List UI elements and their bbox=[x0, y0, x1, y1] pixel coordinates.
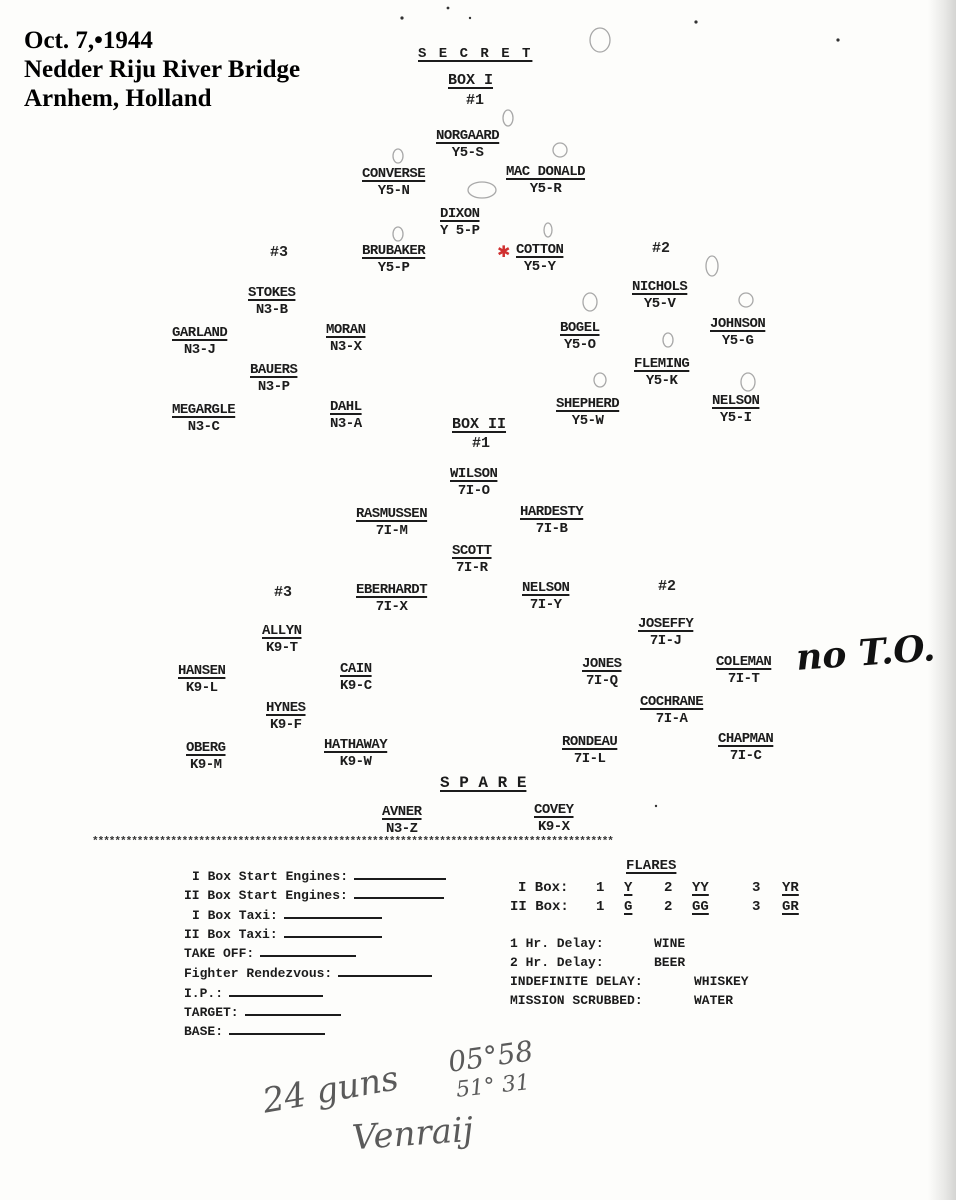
pilot-name: MORAN bbox=[326, 322, 366, 338]
box2-flight3-label: #3 bbox=[274, 584, 293, 601]
aircraft-code: Y 5-P bbox=[440, 223, 480, 239]
aircraft-code: K9-T bbox=[265, 640, 298, 656]
handwritten-coordinate-note: 51° 31 bbox=[454, 1070, 532, 1103]
pencil-circle-mark bbox=[741, 373, 755, 391]
pilot-name: COTTON bbox=[516, 242, 564, 258]
flare-number: 2 bbox=[664, 880, 673, 896]
aircraft-code: 7I-Q bbox=[585, 673, 618, 689]
pilot-name: RASMUSSEN bbox=[356, 506, 428, 522]
aircraft-code: Y5-R bbox=[529, 181, 562, 197]
pencil-circle-mark bbox=[393, 227, 403, 241]
pencil-circle-mark bbox=[590, 28, 610, 52]
flare-code: GR bbox=[782, 899, 799, 915]
handwritten-guns-note: 24 guns bbox=[259, 1058, 402, 1122]
flare-code: YY bbox=[692, 880, 709, 896]
mission-scrubbed-value: WATER bbox=[694, 993, 734, 1008]
box2-flight2-label: #2 bbox=[658, 578, 677, 595]
pencil-circle-mark bbox=[503, 110, 513, 126]
delay1-value: WINE bbox=[654, 936, 686, 951]
aircraft-code: K9-X bbox=[537, 819, 570, 835]
aircraft-code: N3-P bbox=[257, 379, 290, 395]
form-label: II Box Taxi: bbox=[184, 927, 278, 942]
pilot-name: HARDESTY bbox=[520, 504, 584, 520]
pilot-name: CHAPMAN bbox=[718, 731, 774, 747]
aircraft-code: 7I-M bbox=[375, 523, 408, 539]
flares-row1-label: I Box: bbox=[518, 880, 569, 896]
pilot-name: STOKES bbox=[248, 285, 296, 301]
red-asterisk-icon: ✱ bbox=[497, 242, 511, 261]
box1-title: BOX I bbox=[448, 72, 494, 89]
pilot-name: FLEMING bbox=[634, 356, 690, 372]
pilot-name: CONVERSE bbox=[362, 166, 426, 182]
aircraft-code: Y5-W bbox=[571, 413, 604, 429]
pencil-circle-mark bbox=[468, 182, 496, 198]
handwritten-place-note: Venraij bbox=[350, 1109, 475, 1159]
aircraft-code: 7I-T bbox=[727, 671, 760, 687]
pencil-circle-mark bbox=[739, 293, 753, 307]
pilot-name: BRUBAKER bbox=[362, 243, 426, 259]
aircraft-code: K9-M bbox=[189, 757, 222, 773]
pilot-name: GARLAND bbox=[172, 325, 228, 341]
pencil-circle-mark bbox=[594, 373, 606, 387]
pilot-name: DIXON bbox=[440, 206, 480, 222]
pilot-name: HANSEN bbox=[178, 663, 226, 679]
aircraft-code: K9-L bbox=[185, 680, 218, 696]
flare-number: 1 bbox=[596, 880, 605, 896]
pilot-name: AVNER bbox=[382, 804, 422, 820]
form-label: I.P.: bbox=[184, 986, 224, 1001]
aircraft-code: 7I-A bbox=[655, 711, 688, 727]
form-label: I Box Start Engines: bbox=[192, 869, 349, 884]
pilot-name: BOGEL bbox=[560, 320, 600, 336]
flare-number: 3 bbox=[752, 899, 761, 915]
speck bbox=[655, 805, 657, 807]
aircraft-code: N3-X bbox=[329, 339, 362, 355]
pencil-circle-mark bbox=[393, 149, 403, 163]
pilot-name: NELSON bbox=[712, 393, 760, 409]
pilot-name: JOHNSON bbox=[710, 316, 766, 332]
box1-flight2-label: #2 bbox=[652, 240, 671, 257]
pilot-name: RONDEAU bbox=[562, 734, 618, 750]
pencil-circle-mark bbox=[544, 223, 552, 237]
box2-title: BOX II bbox=[452, 416, 507, 433]
pilot-name: CAIN bbox=[340, 661, 372, 677]
flare-code: GG bbox=[692, 899, 709, 915]
header-date: Oct. 7,•1944 bbox=[24, 27, 153, 54]
aircraft-code: 7I-J bbox=[649, 633, 682, 649]
aircraft-code: N3-J bbox=[183, 342, 216, 358]
pilot-name: SCOTT bbox=[452, 543, 492, 559]
asterisk-separator: ********************************************************************************************* bbox=[92, 836, 613, 848]
flare-number: 3 bbox=[752, 880, 761, 896]
pilot-name: JOSEFFY bbox=[638, 616, 694, 632]
flares-title: FLARES bbox=[626, 858, 677, 874]
aircraft-code: N3-C bbox=[187, 419, 220, 435]
aircraft-code: Y5-O bbox=[563, 337, 596, 353]
aircraft-code: Y5-P bbox=[377, 260, 410, 276]
pilot-name: BAUERS bbox=[250, 362, 298, 378]
aircraft-code: Y5-S bbox=[451, 145, 484, 161]
pilot-name: HYNES bbox=[266, 700, 306, 716]
header-target: Nedder Riju River Bridge bbox=[24, 56, 301, 83]
aircraft-code: N3-Z bbox=[385, 821, 418, 837]
form-label: II Box Start Engines: bbox=[184, 888, 348, 903]
aircraft-code: 7I-R bbox=[455, 560, 488, 576]
delay2-value: BEER bbox=[654, 955, 686, 970]
aircraft-code: Y5-V bbox=[643, 296, 676, 312]
pilot-name: MEGARGLE bbox=[172, 402, 236, 418]
classification-stamp: S E C R E T bbox=[418, 46, 533, 62]
aircraft-code: Y5-Y bbox=[523, 259, 556, 275]
aircraft-code: 7I-C bbox=[729, 748, 762, 764]
pilot-name: DAHL bbox=[330, 399, 362, 415]
pilot-name: COVEY bbox=[534, 802, 574, 818]
pilot-name: JONES bbox=[582, 656, 622, 672]
flare-code: Y bbox=[624, 880, 633, 896]
form-label: Fighter Rendezvous: bbox=[184, 966, 333, 981]
aircraft-code: 7I-Y bbox=[529, 597, 562, 613]
form-label: BASE: bbox=[184, 1024, 224, 1039]
handwritten-coleman-note: no T.O. bbox=[794, 627, 937, 679]
pilot-name: EBERHARDT bbox=[356, 582, 428, 598]
pencil-circle-mark bbox=[583, 293, 597, 311]
aircraft-code: K9-C bbox=[340, 678, 372, 694]
form-label: I Box Taxi: bbox=[192, 908, 278, 923]
pencil-circle-mark bbox=[663, 333, 673, 347]
aircraft-code: K9-F bbox=[269, 717, 302, 733]
aircraft-code: N3-A bbox=[330, 416, 362, 432]
mission-scrubbed-label: MISSION SCRUBBED: bbox=[510, 993, 643, 1008]
aircraft-code: 7I-X bbox=[375, 599, 408, 615]
flares-row2-label: II Box: bbox=[510, 899, 569, 915]
flare-number: 1 bbox=[596, 899, 605, 915]
aircraft-code: Y5-G bbox=[721, 333, 754, 349]
speck bbox=[694, 20, 697, 23]
box2-flight1-label: #1 bbox=[472, 435, 491, 452]
pilot-name: ALLYN bbox=[262, 623, 302, 639]
flare-code: YR bbox=[782, 880, 799, 896]
pilot-name: COCHRANE bbox=[640, 694, 704, 710]
aircraft-code: N3-B bbox=[255, 302, 288, 318]
box1-flight3-label: #3 bbox=[270, 244, 289, 261]
speck bbox=[447, 7, 450, 10]
aircraft-code: Y5-I bbox=[719, 410, 752, 426]
pilot-name: MAC DONALD bbox=[506, 164, 586, 180]
pencil-circle-mark bbox=[706, 256, 718, 276]
header-location: Arnhem, Holland bbox=[24, 85, 212, 112]
speck bbox=[400, 16, 403, 19]
aircraft-code: 7I-L bbox=[573, 751, 606, 767]
aircraft-code: Y5-K bbox=[645, 373, 678, 389]
flare-number: 2 bbox=[664, 899, 673, 915]
delay2-label: 2 Hr. Delay: bbox=[510, 955, 604, 970]
pencil-circle-mark bbox=[553, 143, 567, 157]
speck bbox=[836, 38, 839, 41]
aircraft-code: K9-W bbox=[339, 754, 372, 770]
indefinite-delay-value: WHISKEY bbox=[694, 974, 749, 989]
flare-code: G bbox=[624, 899, 633, 915]
pilot-name: WILSON bbox=[450, 466, 498, 482]
aircraft-code: Y5-N bbox=[377, 183, 410, 199]
form-label: TARGET: bbox=[184, 1005, 239, 1020]
box1-flight1-label: #1 bbox=[466, 92, 485, 109]
delay1-label: 1 Hr. Delay: bbox=[510, 936, 604, 951]
aircraft-code: 7I-B bbox=[535, 521, 568, 537]
pilot-name: OBERG bbox=[186, 740, 226, 756]
pilot-name: HATHAWAY bbox=[324, 737, 388, 753]
pilot-name: COLEMAN bbox=[716, 654, 772, 670]
handwritten-time-note: 05°58 bbox=[446, 1034, 536, 1079]
pilot-name: NICHOLS bbox=[632, 279, 688, 295]
aircraft-code: 7I-O bbox=[457, 483, 490, 499]
indefinite-delay-label: INDEFINITE DELAY: bbox=[510, 974, 643, 989]
form-label: TAKE OFF: bbox=[184, 946, 255, 961]
spare-title: S P A R E bbox=[440, 774, 527, 792]
pilot-name: SHEPHERD bbox=[556, 396, 620, 412]
speck bbox=[469, 17, 471, 19]
pilot-name: NORGAARD bbox=[436, 128, 500, 144]
pilot-name: NELSON bbox=[522, 580, 570, 596]
